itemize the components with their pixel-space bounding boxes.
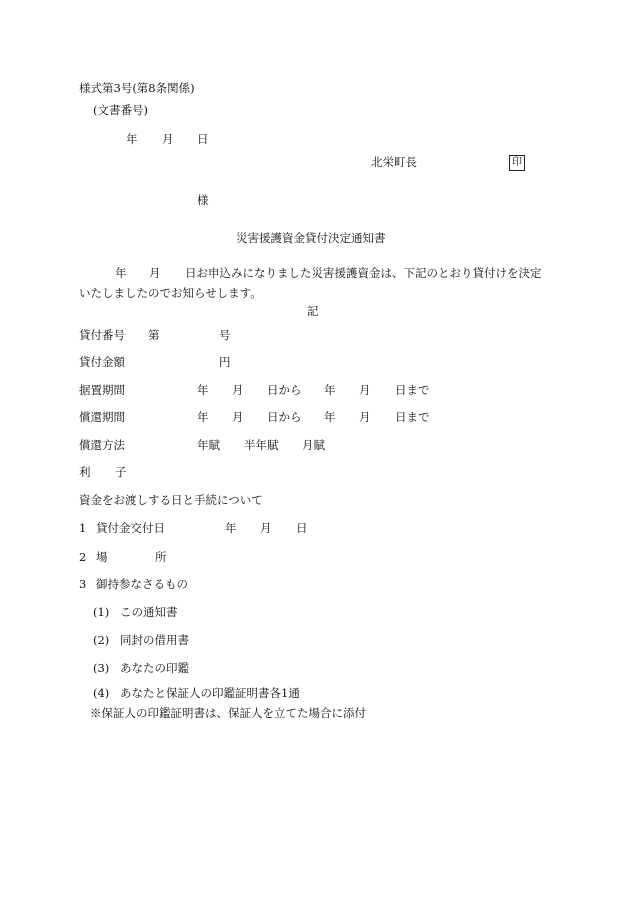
repayment-to-day: 日まで	[395, 410, 430, 424]
grace-from-month: 月	[232, 383, 244, 397]
grace-from-day: 日から	[267, 383, 302, 397]
seal-mark: 印	[509, 155, 525, 171]
bring-item-4-number: (4)	[93, 686, 110, 700]
repayment-period-label: 償還期間	[79, 410, 125, 424]
repayment-to-month: 月	[359, 410, 371, 424]
repayment-method-annual: 年賦	[197, 438, 220, 452]
bring-item-1-text: この通知書	[120, 605, 178, 619]
body-month-label: 月	[149, 266, 161, 280]
loan-amount-label: 貸付金額	[79, 355, 125, 369]
item2-number: 2	[79, 550, 87, 564]
guarantor-note: ※保証人の印鑑証明書は、保証人を立てた場合に添付	[90, 706, 366, 720]
item3-label: 御持参なさるもの	[96, 577, 188, 591]
item2-label-a: 場	[96, 550, 108, 564]
interest-label-b: 子	[115, 465, 127, 479]
item1-year: 年	[225, 521, 237, 535]
funds-heading: 資金をお渡しする日と手続について	[79, 493, 263, 507]
repayment-method-label: 償還方法	[79, 438, 125, 452]
date-month-label: 月	[162, 132, 174, 146]
loan-number-suffix: 号	[219, 328, 231, 342]
document-title: 災害援護資金貸付決定通知書	[236, 231, 386, 245]
grace-to-year: 年	[324, 383, 336, 397]
loan-number-label: 貸付番号	[79, 328, 125, 342]
item1-number: 1	[79, 521, 87, 535]
recipient-suffix: 様	[197, 193, 209, 207]
issuer-name: 北栄町長	[371, 155, 417, 169]
date-year-label: 年	[126, 132, 138, 146]
bring-item-2-number: (2)	[93, 633, 110, 647]
loan-amount-unit: 円	[219, 355, 231, 369]
bring-item-3-number: (3)	[93, 661, 110, 675]
bring-item-3-text: あなたの印鑑	[120, 661, 189, 675]
item3-number: 3	[79, 577, 87, 591]
document-number: (文書番号)	[93, 103, 148, 117]
repayment-method-semiannual: 半年賦	[244, 438, 279, 452]
interest-label-a: 利	[79, 465, 91, 479]
grace-from-year: 年	[197, 383, 209, 397]
ki-marker: 記	[307, 304, 319, 318]
repayment-from-month: 月	[232, 410, 244, 424]
repayment-from-day: 日から	[267, 410, 302, 424]
repayment-from-year: 年	[197, 410, 209, 424]
bring-item-1-number: (1)	[93, 605, 110, 619]
body-year-label: 年	[115, 266, 127, 280]
item2-label-b: 所	[155, 550, 167, 564]
repayment-method-monthly: 月賦	[302, 438, 325, 452]
item1-day: 日	[296, 521, 308, 535]
body-line-1: 日お申込みになりました災害援護資金は、下記のとおり貸付けを決定	[185, 266, 542, 280]
grace-to-day: 日まで	[395, 383, 430, 397]
item1-month: 月	[260, 521, 272, 535]
bring-item-4-text: あなたと保証人の印鑑証明書各1通	[120, 686, 300, 700]
grace-period-label: 据置期間	[79, 383, 125, 397]
loan-number-prefix: 第	[148, 328, 160, 342]
body-line-2: いたしましたのでお知らせします。	[79, 286, 262, 300]
repayment-to-year: 年	[324, 410, 336, 424]
item1-label: 貸付金交付日	[96, 521, 165, 535]
date-day-label: 日	[197, 132, 209, 146]
form-header: 様式第3号(第8条関係)	[79, 81, 195, 95]
grace-to-month: 月	[359, 383, 371, 397]
bring-item-2-text: 同封の借用書	[120, 633, 189, 647]
